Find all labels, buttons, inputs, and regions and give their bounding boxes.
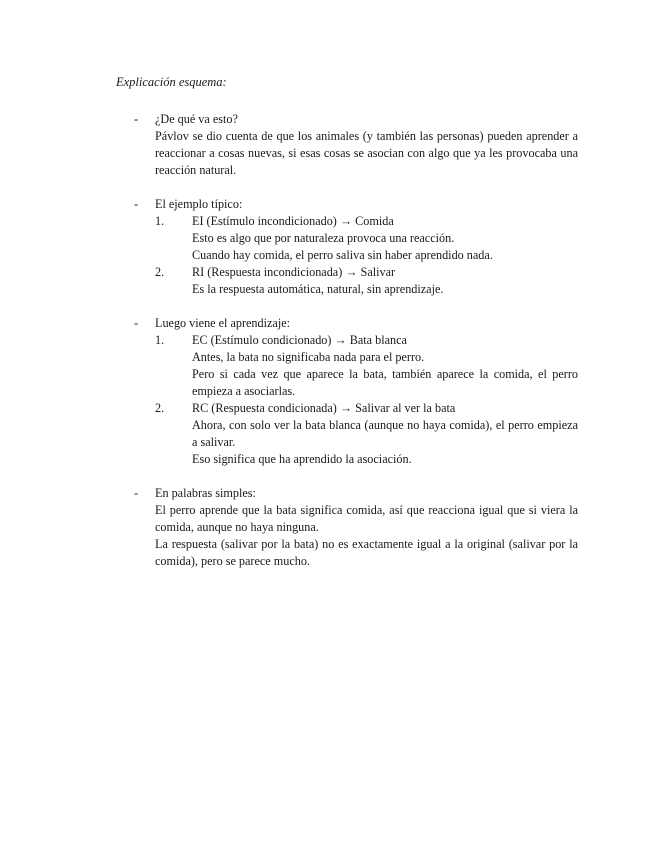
item-paragraph: Ahora, con solo ver la bata blanca (aunque no haya comida), el perro empieza a salivar. — [192, 418, 578, 450]
item-title: RI (Respuesta incondicionada) → Salivar — [192, 265, 396, 279]
section-title: ¿De qué va esto? — [155, 112, 238, 126]
item-line: Esto es algo que por naturaleza provoca una reacción. — [192, 231, 455, 245]
item-line: Es la respuesta automática, natural, sin aprendizaje. — [192, 282, 444, 296]
document-heading: Explicación esquema: — [116, 75, 227, 89]
section-paragraph: La respuesta (salivar por la bata) no es exactamente igual a la original (salivar por la comida), pero se parece mucho. — [155, 537, 578, 569]
bullet-dash: - — [134, 316, 139, 330]
item-line: Cuando hay comida, el perro saliva sin haber aprendido nada. — [192, 248, 493, 262]
item-paragraph: Pero si cada vez que aparece la bata, también aparece la comida, el perro empieza a asociarlas. — [192, 367, 578, 399]
item-number: 2. — [155, 401, 165, 415]
bullet-dash: - — [134, 486, 139, 500]
item-title: EC (Estímulo condicionado) → Bata blanca — [192, 333, 407, 347]
section-title: Luego viene el aprendizaje: — [155, 316, 291, 330]
section-paragraph: El perro aprende que la bata significa comida, así que reacciona igual que si viera la comida, aunque no haya ninguna. — [155, 503, 578, 535]
item-number: 2. — [155, 265, 165, 279]
bullet-dash: - — [134, 197, 139, 211]
item-line: Antes, la bata no significaba nada para el perro. — [192, 350, 425, 364]
item-title: EI (Estímulo incondicionado) → Comida — [192, 214, 394, 228]
item-title: RC (Respuesta condicionada) → Salivar al ver la bata — [192, 401, 456, 415]
section-title: El ejemplo típico: — [155, 197, 243, 211]
section-title: En palabras simples: — [155, 486, 256, 500]
section-paragraph: Pávlov se dio cuenta de que los animales (y también las personas) pueden aprender a reaccionar a cosas nuevas, si esas cosas se asocian con algo que ya les provocaba una reacción natural. — [155, 129, 578, 178]
item-number: 1. — [155, 333, 165, 347]
bullet-dash: - — [134, 112, 139, 126]
item-number: 1. — [155, 214, 165, 228]
item-line: Eso significa que ha aprendido la asociación. — [192, 452, 412, 466]
